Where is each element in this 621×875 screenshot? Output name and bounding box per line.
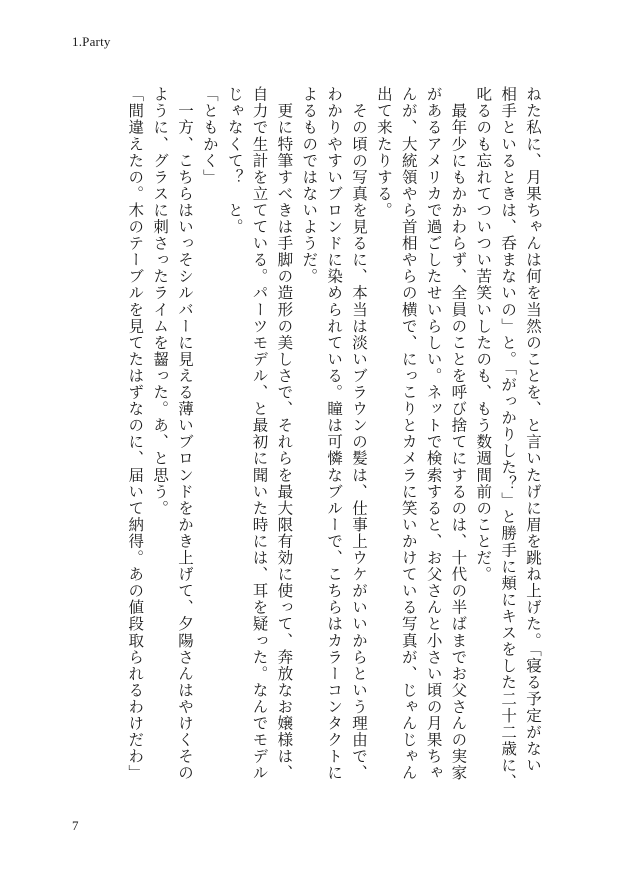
text-line: 相手といるときは、呑まないの」と。「がっかりした？」と勝手に頬にキスをした二十二歳に、 xyxy=(499,86,518,790)
chapter-header: 1.Party xyxy=(72,34,111,49)
text-line: 「ともかく」 xyxy=(200,86,219,186)
text-line: 更に特筆すべきは手脚の造形の美しさで、それらを最大限有効に使って、奔放なお嬢様は、 xyxy=(275,86,294,782)
text-line: ように、グラスに刺さったライムを齧った。あ、と思う。 xyxy=(151,86,170,517)
text-line: じゃなくて？ と。 xyxy=(225,86,244,235)
text-line: その頃の写真を見るに、本当は淡いブラウンの髪は、仕事上ウケがいいからという理由で、 xyxy=(349,86,368,782)
text-line: 叱るのも忘れてついつい苦笑いしたのも、もう数週間前のことだ。 xyxy=(474,86,493,583)
body-text xyxy=(122,86,545,802)
text-line: があるアメリカで過ごしたせいらしい。ネットで検索すると、お父さんと小さい頃の月果ちゃ xyxy=(424,86,443,782)
text-line: 自力で生計を立てている。パーツモデル、と最初に聞いた時には、耳を疑った。なんでモデル xyxy=(250,86,269,782)
page-number: 7 xyxy=(72,818,79,833)
text-line: 一方、こちらはいっそシルバーに見える薄いブロンドをかき上げて、夕陽さんはやけくその xyxy=(175,86,194,782)
text-line: んが、大統領やら首相やらの横で、にっこりとカメラに笑いかけている写真が、じゃんじゃん xyxy=(399,86,418,782)
text-line: わかりやすいブロンドに染められている。瞳は可憐なブルーで、こちらはカラーコンタクトに xyxy=(325,86,344,782)
text-line: ねた私に、月果ちゃんは何を当然のことを、と言いたげに眉を跳ね上げた。「寝る予定がない xyxy=(524,86,542,774)
text-line: 出て来たりする。 xyxy=(374,86,393,219)
text-line: 「間違えたの。木のテーブルを見てたはずなのに、届いて納得。あの値段取られるわけだわ」 xyxy=(126,86,145,782)
text-line: よるものではないようだ。 xyxy=(300,86,319,285)
text-line: 最年少にもかかわらず、全員のことを呼び捨てにするのは、十代の半ばまでお父さんの実家 xyxy=(449,86,468,782)
